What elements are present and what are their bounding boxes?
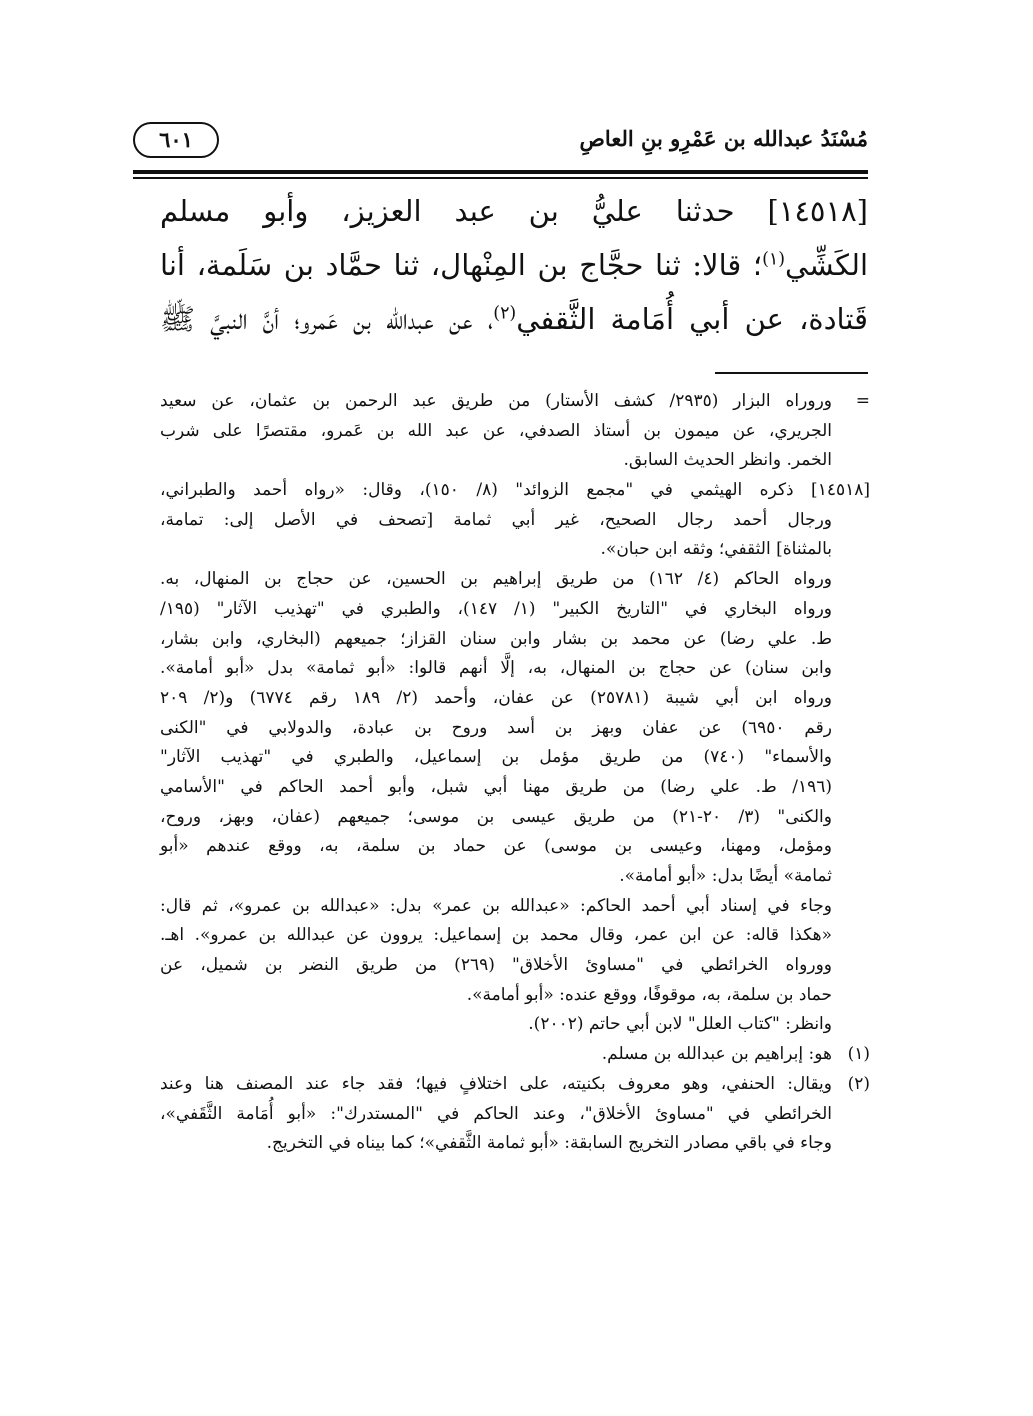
continuation-mark: = — [855, 391, 870, 411]
footnote-separator — [715, 372, 868, 374]
takhrij-line: بالمثناة] الثقفي؛ وثقه ابن حبان». — [600, 539, 832, 560]
takhrij-line: وجاء في إسناد أبي أحمد الحاكم: «عبدالله بن عمر» بدل: «عبدالله بن عمرو»، ثم قال: — [160, 895, 832, 916]
footnote-2-line: الخرائطي في "مساوئ الأخلاق"، وعند الحاكم في "المستدرك": «أبو أُمَامة الثَّقَفي»، — [160, 1103, 832, 1124]
main-line-3-start: قَتادة، عن أبي أُمَامة الثَّقفي — [516, 302, 868, 336]
takhrij-line: والأسماء" (٧٤٠) من طريق مؤمل بن إسماعيل، والطبري في "تهذيب الآثار" — [160, 747, 833, 768]
takhrij-line: ومؤمل، ومهنا، وعيسى بن موسى) عن حماد بن سلمة، به، ووقع عندهم «أبو — [160, 836, 832, 857]
footnote-1 — [160, 1040, 870, 1070]
running-header — [133, 112, 868, 170]
footnote-ref-1: (١) — [762, 249, 786, 270]
takhrij-line: حماد بن سلمة، به، موقوفًا، ووقع عنده: «أبو أمامة». — [466, 984, 832, 1005]
takhrij-line: ورجال أحمد رجال الصحيح، غير أبي ثمامة [تصحف في الأصل إلى: تمامة، — [160, 509, 832, 530]
main-line-2 — [160, 238, 868, 292]
main-line-2-start: الكَشِّي — [785, 248, 868, 282]
takhrij-line: «هكذا قاله: عن ابن عمر، وقال محمد بن إسماعيل: يروون عن عبدالله بن عمرو». اهـ. — [160, 925, 832, 946]
takhrij-line: ثمامة» أيضًا بدل: «أبو أمامة». — [619, 866, 832, 886]
header-rule-thick — [133, 170, 868, 174]
takhrij-line: (١٩٦/ ط. علي رضا) من طريق مهنا أبي شبل، وأبو أحمد الحاكم في "الأسامي — [160, 776, 832, 797]
takhrij-line: وابن سنان) عن حجاج بن المنهال، به، إلَّا أنهم قالوا: «أبو ثمامة» بدل «أبو أمامة». — [160, 658, 832, 679]
main-line-3-rest: ، عن عبدالله بن عَمرو؛ أنَّ النبيَّ ﷺ — [160, 302, 494, 336]
footnote-ref-2: (٢) — [493, 303, 517, 324]
takhrij-line: ط. علي رضا) عن محمد بن بشار وابن سنان القزاز؛ جميعهم (البخاري، وابن بشار، — [160, 628, 832, 649]
takhrij-line: ورواه الحاكم (٤/ ١٦٢) من طريق إبراهيم بن الحسين، عن حجاج بن المنهال، به. — [160, 569, 832, 590]
main-line-1: [١٤٥١٨] حدثنا عليُّ بن عبد العزيز، وأبو مسلم — [160, 194, 868, 228]
footnote-2-line: وجاء في باقي مصادر التخريج السابقة: «أبو ثمامة الثَّقفي»؛ كما بيناه في التخريج. — [266, 1133, 832, 1154]
main-line-3 — [160, 292, 868, 346]
footnote-2-mark: (٢) — [847, 1073, 870, 1094]
footnote-2 — [160, 1070, 870, 1100]
note-line — [160, 387, 870, 417]
takhrij-line: وورواه الخرائطي في "مساوئ الأخلاق" (٢٦٩) من طريق النضر بن شميل، عن — [160, 955, 832, 976]
header-rule-thin — [133, 177, 868, 179]
note-line: الخمر. وانظر الحديث السابق. — [623, 450, 832, 471]
main-text — [160, 184, 868, 346]
running-title: مُسْنَدُ عبدالله بن عَمْرِو بنِ العاصِ — [579, 126, 868, 151]
takhrij-line: وانظر: "كتاب العلل" لابن أبي حاتم (٢٠٠٢). — [528, 1014, 832, 1035]
main-line-2-rest: ؛ قالا: ثنا حجَّاج بن المِنْهال، ثنا حمَّاد بن سَلَمة، أنا — [160, 248, 763, 282]
footnote-1-text: هو: إبراهيم بن عبدالله بن مسلم. — [601, 1044, 832, 1065]
takhrij-line: [١٤٥١٨] ذكره الهيثمي في "مجمع الزوائد" (٨/ ١٥٠)، وقال: «رواه أحمد والطبراني، — [160, 480, 870, 501]
takhrij-line: والكنى" (٣/ ٢٠-٢١) من طريق عيسى بن موسى؛ جميعهم (عفان، وبهز، وروح، — [160, 806, 832, 827]
footnote-2-text: ويقال: الحنفي، وهو معروف بكنيته، على اختلافٍ فيها؛ فقد جاء عند المصنف هنا وعند — [160, 1073, 832, 1094]
takhrij-line: رقم ٦٩٥٠) عن عفان وبهز بن أسد وروح بن عبادة، والدولابي في "الكنى — [160, 717, 832, 738]
footnote-1-mark: (١) — [847, 1044, 870, 1065]
note-text: وروراه البزار (٢٩٣٥/ كشف الأستار) من طريق عبد الرحمن بن عثمان، عن سعيد — [160, 391, 832, 411]
takhrij-line: ورواه ابن أبي شيبة (٢٥٧٨١) عن عفان، وأحمد (٢/ ١٨٩ رقم ٦٧٧٤) و(٢/ ٢٠٩ — [160, 687, 832, 708]
takhrij-line: ورواه البخاري في "التاريخ الكبير" (١/ ١٤٧)، والطبري في "تهذيب الآثار" (١٩٥/ — [160, 598, 832, 619]
note-line: الجريري، عن ميمون بن أستاذ الصدفي، عن عبد الله بن عَمرو، مقتصرًا على شرب — [160, 420, 832, 441]
page-number: ٦٠١ — [133, 122, 219, 158]
footnotes — [160, 387, 870, 1159]
